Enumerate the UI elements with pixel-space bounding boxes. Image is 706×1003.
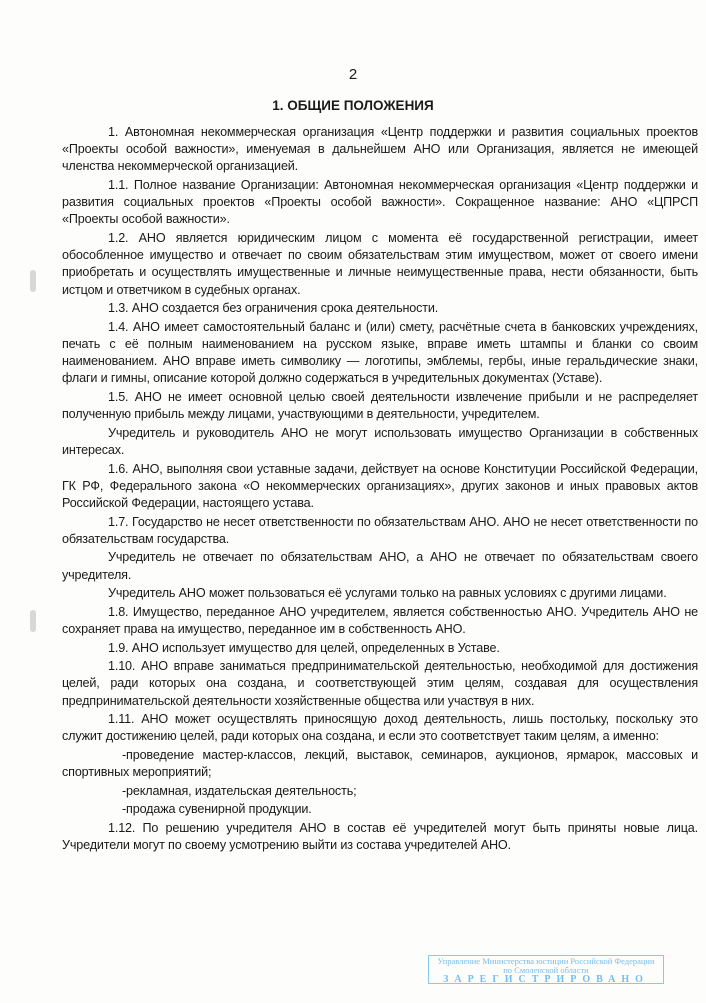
paragraph: 1.10. АНО вправе заниматься предпринимательской деятельностью, необходимой для достижения целей, ради которых она создана, и соответствующей этим целям, создавая для осуществления предпринимательской деятельности хозяйственные общества или участвуя в них. (62, 659, 698, 708)
registration-stamp (428, 955, 664, 984)
paragraph: 1.4. АНО имеет самостоятельный баланс и (или) смету, расчётные счета в банковских учреждениях, печать с её полным наименованием на русском языке, вправе иметь штампы и бланки со своим наименованием. АНО вправе иметь символику — логотипы, эмблемы, гербы, иные геральдические знаки, флаги и гимны, описание которой должно содержаться в учредительных документах (Уставе). (62, 319, 698, 386)
paragraph: 1.2. АНО является юридическим лицом с момента её государственной регистрации, имеет обособленное имущество и отвечает по своим обязательствам этим имуществом, может от своего имени приобретать и осуществлять имущественные и личные неимущественные права, нести обязанности, быть истцом и ответчиком в судебных органах. (62, 231, 698, 297)
paragraph: Учредитель АНО может пользоваться её услугами только на равных условиях с другими лицами. (108, 586, 667, 601)
stamp-line: Управление Министерства юстиции Российской Федерации (437, 956, 655, 966)
paragraph: 1.9. АНО использует имущество для целей, определенных в Уставе. (108, 640, 500, 655)
document-body (62, 124, 698, 856)
paragraph: 1.3. АНО создается без ограничения срока деятельности. (108, 301, 439, 316)
paragraph: Учредитель и руководитель АНО не могут использовать имущество Организации в собственных интересах. (62, 425, 698, 457)
list-item: -продажа сувенирной продукции. (122, 802, 312, 817)
list-item: -проведение мастер-классов, лекций, выставок, семинаров, аукционов, ярмарок, массовых и спортивных мероприятий; (62, 747, 698, 780)
paragraph: 1.7. Государство не несет ответственности по обязательствам АНО. АНО не несет ответственности по обязательствам государства. (62, 514, 698, 546)
list-item: -рекламная, издательская деятельность; (122, 783, 357, 798)
paragraph: 1.1. Полное название Организации: Автономная некоммерческая организация «Центр поддержки и развития социальных проектов «Проекты особой важности». Сокращенное название: АНО «ЦПРСП «Проекты особой важности». (62, 178, 698, 227)
paragraph: 1.8. Имущество, переданное АНО учредителем, является собственностью АНО. Учредитель АНО не сохраняет права на имущество, переданное им в собственность АНО. (62, 604, 698, 636)
page-number: 2 (348, 66, 358, 83)
paragraph: 1.11. АНО может осуществлять приносящую доход деятельность, лишь постольку, поскольку это служит достижению целей, ради которых она создана, и если это соответствует таким целям, а именно: (62, 712, 698, 744)
paragraph: 1.5. АНО не имеет основной целью своей деятельности извлечение прибыли и не распределяет полученную прибыль между лицами, участвующими в деятельности, учредителем. (62, 390, 698, 422)
paragraph: 1.6. АНО, выполняя свои уставные задачи, действует на основе Конституции Российской Федерации, ГК РФ, Федерального закона «О некоммерческих организациях», других законов и иных правовых актов Российской Федерации, настоящего устава. (62, 461, 698, 510)
punch-hole (30, 610, 36, 632)
paragraph: Учредитель не отвечает по обязательствам АНО, а АНО не отвечает по обязательствам своего учредителя. (62, 550, 698, 582)
stamp-registered: ЗАРЕГИСТРИРОВАНО (443, 974, 649, 985)
stamp-line: по Смоленской области (503, 965, 589, 975)
paragraph: 1.12. По решению учредителя АНО в состав её учредителей могут быть приняты новые лица. Учредители могут по своему усмотрению выйти из состава учредителей АНО. (62, 820, 698, 853)
section-title: 1. ОБЩИЕ ПОЛОЖЕНИЯ (272, 98, 434, 113)
paragraph: 1. Автономная некоммерческая организация «Центр поддержки и развития социальных проектов «Проекты особой важности», именуемая в дальнейшем АНО или Организация, является не имеющей членства некоммерческой организацией. (62, 125, 698, 174)
punch-hole (30, 270, 36, 292)
